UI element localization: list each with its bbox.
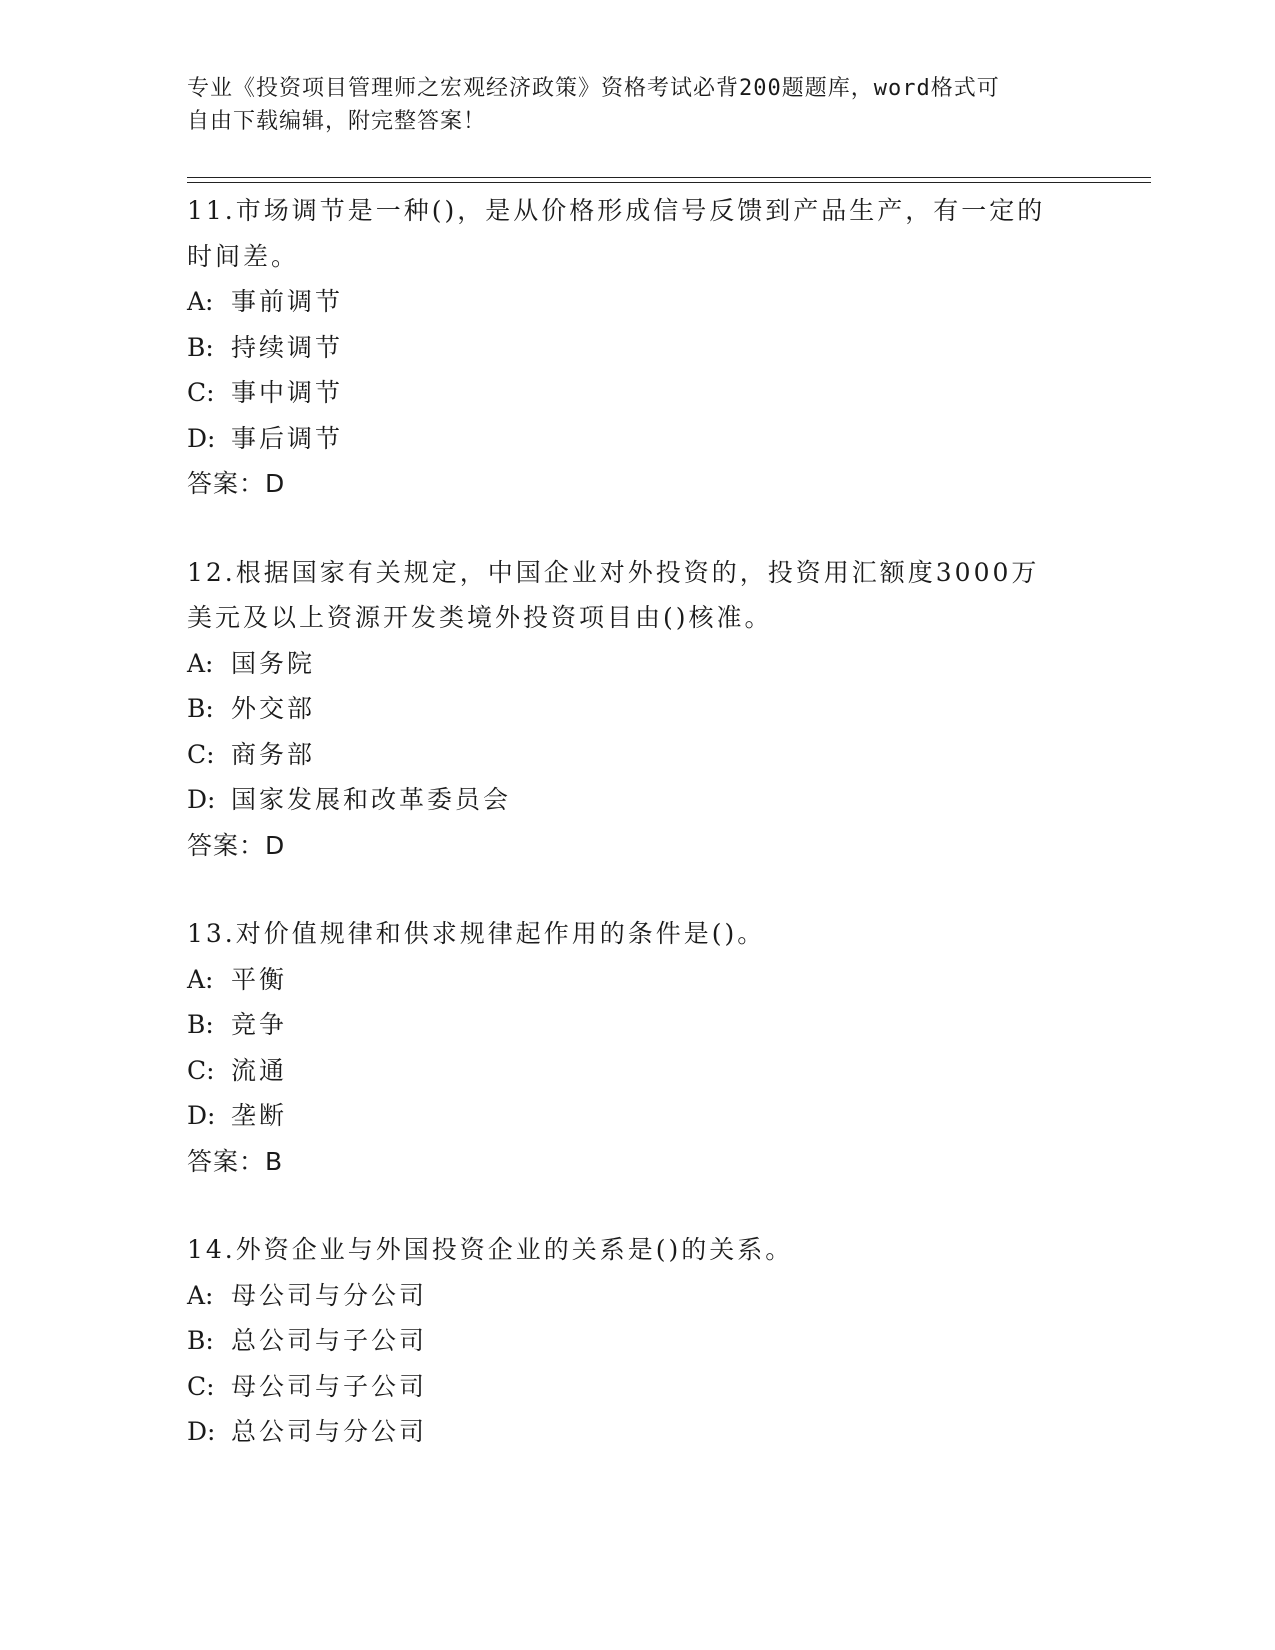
question-stem-line: 14.外资企业与外国投资企业的关系是()的关系。	[187, 1235, 794, 1264]
option-a	[187, 1273, 1087, 1319]
option-c	[187, 1364, 1087, 1410]
option-d	[187, 1409, 1087, 1455]
answer-line: 答案：B	[187, 1146, 284, 1176]
option-d	[187, 416, 1087, 462]
option-key: B:	[187, 1010, 214, 1039]
option-key: D:	[187, 1101, 216, 1130]
question-stem-line: 时间差。	[187, 241, 300, 271]
question-14	[187, 1227, 1087, 1455]
option-text: 总公司与子公司	[231, 1326, 428, 1355]
option-a	[187, 641, 1087, 687]
option-c	[187, 732, 1087, 778]
option-key: B:	[187, 1326, 214, 1355]
option-key: A:	[187, 964, 214, 994]
option-c	[187, 370, 1087, 416]
option-b	[187, 1318, 1087, 1364]
option-text: 流通	[231, 1055, 288, 1085]
question-13	[187, 911, 1087, 1184]
option-text: 事前调节	[231, 287, 344, 316]
option-key: A:	[187, 648, 214, 678]
option-key: D:	[187, 423, 216, 453]
option-key: A:	[187, 287, 214, 316]
question-stem-line: 13.对价值规律和供求规律起作用的条件是()。	[187, 919, 766, 948]
option-text: 事后调节	[231, 423, 344, 453]
option-text: 母公司与分公司	[231, 1280, 428, 1310]
option-key: A:	[187, 1280, 214, 1310]
question-list	[187, 188, 1087, 1455]
option-a	[187, 279, 1087, 325]
option-key: D:	[187, 785, 216, 814]
option-c	[187, 1048, 1087, 1094]
option-text: 国务院	[231, 648, 316, 678]
option-text: 总公司与分公司	[231, 1417, 428, 1446]
header-line-2: 自由下载编辑，附完整答案！	[187, 109, 487, 134]
option-text: 竞争	[231, 1010, 288, 1039]
option-text: 母公司与子公司	[231, 1371, 428, 1401]
option-text: 垄断	[231, 1101, 288, 1130]
question-stem-line: 12.根据国家有关规定，中国企业对外投资的，投资用汇额度3000万	[187, 557, 1040, 587]
option-key: D:	[187, 1417, 216, 1446]
header-divider-bottom	[187, 182, 1151, 183]
question-12	[187, 550, 1087, 869]
question-11	[187, 188, 1087, 507]
option-d	[187, 1093, 1087, 1139]
option-a	[187, 957, 1087, 1003]
option-key: B:	[187, 694, 214, 723]
answer-line: 答案：D	[187, 830, 286, 860]
option-b	[187, 325, 1087, 371]
option-key: C:	[187, 378, 215, 407]
option-b	[187, 1002, 1087, 1048]
option-b	[187, 686, 1087, 732]
option-text: 外交部	[231, 694, 316, 723]
option-d	[187, 777, 1087, 823]
document-header	[187, 72, 1067, 138]
option-key: C:	[187, 739, 215, 769]
option-text: 持续调节	[231, 332, 344, 362]
answer-line: 答案：D	[187, 469, 286, 498]
option-text: 商务部	[231, 739, 316, 769]
option-key: C:	[187, 1371, 215, 1401]
option-text: 国家发展和改革委员会	[231, 785, 512, 814]
option-key: B:	[187, 332, 214, 362]
option-text: 事中调节	[231, 378, 344, 407]
question-stem-line: 11.市场调节是一种()，是从价格形成信号反馈到产品生产，有一定的	[187, 196, 1046, 225]
option-text: 平衡	[231, 964, 288, 994]
option-key: C:	[187, 1055, 215, 1085]
question-stem-line: 美元及以上资源开发类境外投资项目由()核准。	[187, 603, 773, 632]
header-line-1: 专业《投资项目管理师之宏观经济政策》资格考试必背200题题库，word格式可	[187, 76, 1000, 101]
header-divider-top	[187, 177, 1151, 178]
